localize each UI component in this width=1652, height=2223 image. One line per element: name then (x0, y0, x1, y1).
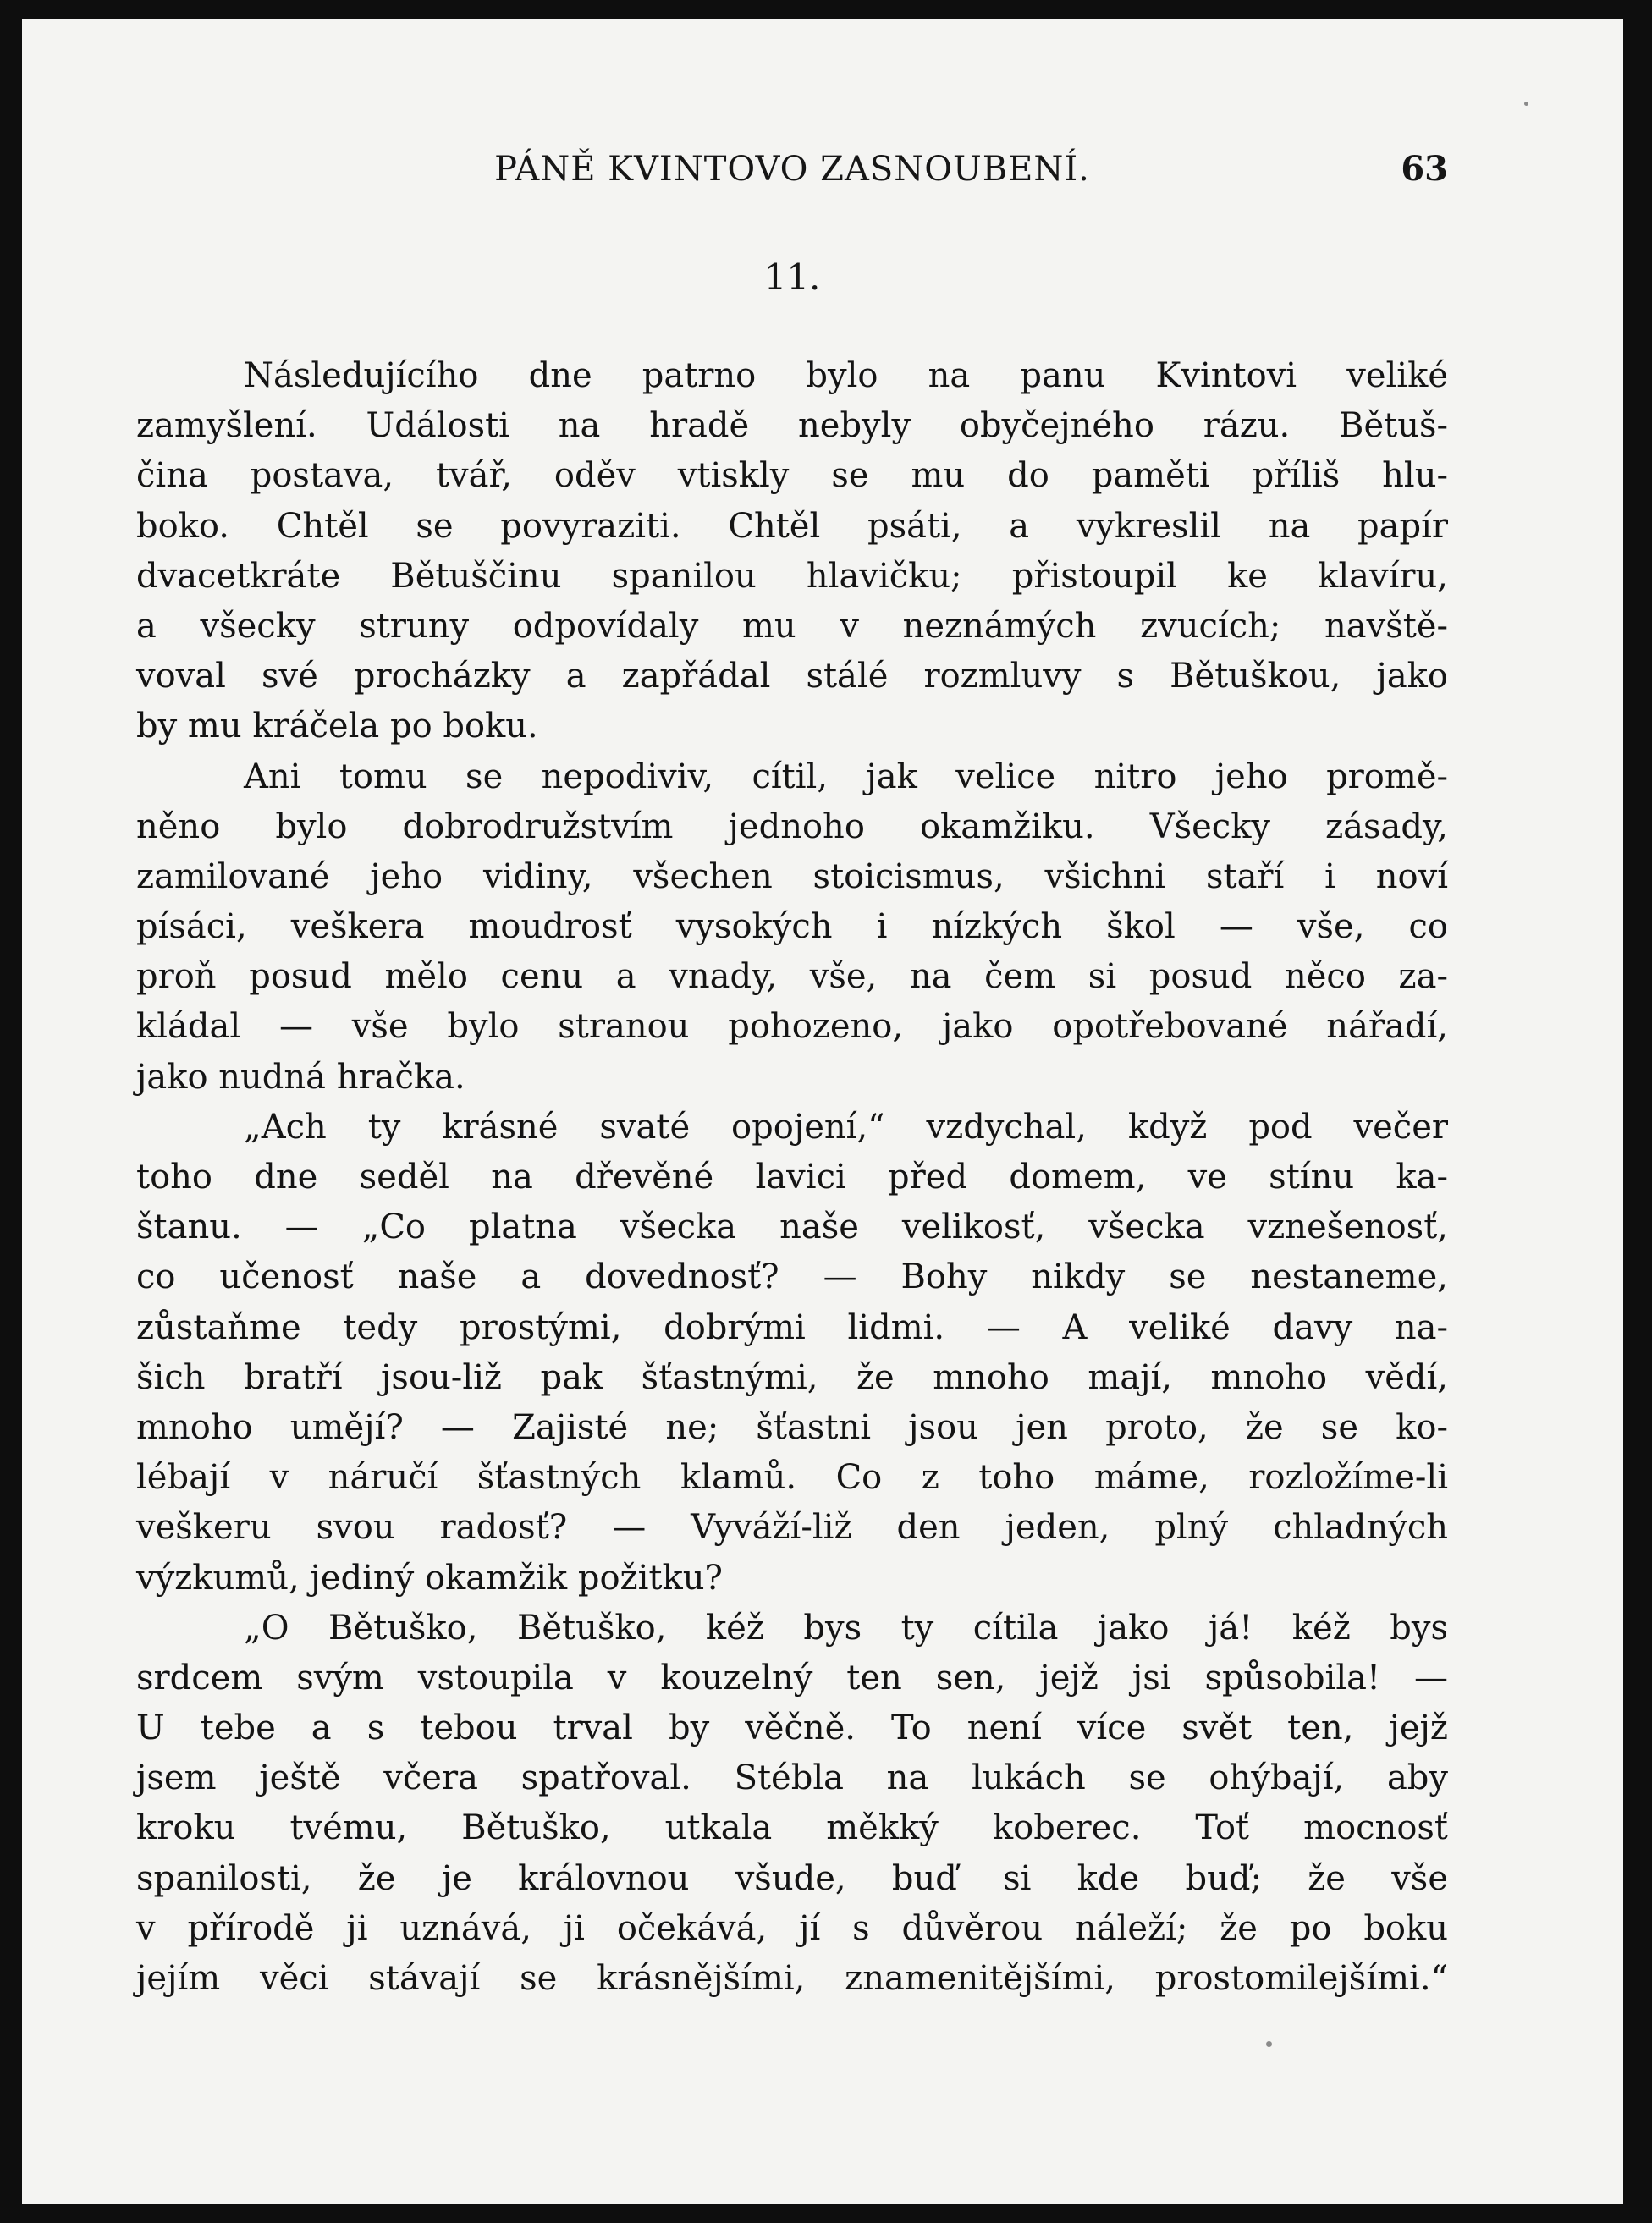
text-line: dvacetkráte Bětuščinu spanilou hlavičku; přistoupil ke klavíru, (136, 556, 1448, 596)
running-title: PÁNĚ KVINTOVO ZASNOUBENÍ. (494, 150, 1090, 189)
print-speck (1524, 102, 1528, 106)
paragraph (136, 1604, 1448, 2005)
text-line: v přírodě ji uznává, ji očekává, jí s důvěrou náleží; že po boku (136, 1908, 1448, 1948)
text-line: něno bylo dobrodružstvím jednoho okamžiku. Všecky zásady, (136, 806, 1448, 846)
text-line: kroku tvému, Bětuško, utkala měkký koberec. Toť mocnosť (136, 1808, 1448, 1848)
text-line: a všecky struny odpovídaly mu v neznámých zvucích; navště- (136, 606, 1448, 646)
text-line: Ani tomu se nepodiviv, cítil, jak velice nitro jeho promě- (244, 757, 1448, 796)
text-line: zamyšlení. Události na hradě nebyly obyčejného rázu. Bětuš- (136, 406, 1448, 446)
text-line: šich bratří jsou-liž pak šťastnými, že mnoho mají, mnoho vědí, (136, 1357, 1448, 1397)
text-line: lébají v náručí šťastných klamů. Co z toho máme, rozložíme-li (136, 1458, 1448, 1498)
body-text (136, 351, 1448, 2004)
paragraph (136, 351, 1448, 752)
text-line: jejím věci stávají se krásnějšími, znamenitějšími, prostomilejšími.“ (136, 1959, 1448, 1998)
text-line: štanu. — „Co platna všecka naše velikosť, všecka vznešenosť, (136, 1208, 1448, 1247)
text-line: jako nudná hračka. (136, 1057, 465, 1097)
text-line: U tebe a s tebou trval by věčně. To není více svět ten, jejž (136, 1709, 1448, 1748)
text-line: „Ach ty krásné svaté opojení,“ vzdychal, když pod večer (244, 1107, 1448, 1147)
text-line: toho dne seděl na dřevěné lavici před domem, ve stínu ka- (136, 1158, 1448, 1197)
text-line: by mu kráčela po boku. (136, 707, 538, 746)
text-line: voval své procházky a zapřádal stálé rozmluvy s Bětuškou, jako (136, 657, 1448, 696)
page-number: 63 (1401, 149, 1448, 189)
book-page (22, 19, 1623, 2204)
text-line: „O Bětuško, Bětuško, kéž bys ty cítila jako já! kéž bys (244, 1608, 1448, 1648)
text-line: zůstaňme tedy prostými, dobrými lidmi. — A veliké davy na- (136, 1307, 1448, 1347)
paragraph (136, 752, 1448, 1103)
text-line: zamilované jeho vidiny, všechen stoicismus, všichni staří i noví (136, 856, 1448, 896)
text-line: boko. Chtěl se povyraziti. Chtěl psáti, a vykreslil na papír (136, 506, 1448, 546)
text-line: spanilosti, že je královnou všude, buď si kde buď; že vše (136, 1858, 1448, 1898)
paragraph (136, 1103, 1448, 1604)
text-line: mnoho umějí? — Zajisté ne; šťastni jsou jen proto, že se ko- (136, 1407, 1448, 1447)
text-line: veškeru svou radosť? — Vyváží-liž den jeden, plný chladných (136, 1508, 1448, 1548)
text-line: co učenosť naše a dovednosť? — Bohy nikdy se nestaneme, (136, 1257, 1448, 1297)
text-line: srdcem svým vstoupila v kouzelný ten sen, jejž jsi spůsobila! — (136, 1658, 1448, 1698)
chapter-number: 11. (763, 256, 821, 298)
text-line: kládal — vše bylo stranou pohozeno, jako opotřebované nářadí, (136, 1007, 1448, 1047)
page-header (136, 140, 1448, 199)
text-line: výzkumů, jediný okamžik požitku? (136, 1558, 723, 1598)
print-speck (1266, 2041, 1272, 2047)
text-line: proň posud mělo cenu a vnady, vše, na čem si posud něco za- (136, 957, 1448, 997)
text-line: Následujícího dne patrno bylo na panu Kvintovi veliké (244, 356, 1448, 395)
text-line: jsem ještě včera spatřoval. Stébla na lukách se ohýbají, aby (136, 1758, 1448, 1798)
text-line: písáci, veškera moudrosť vysokých i nízkých škol — vše, co (136, 907, 1448, 947)
text-line: čina postava, tvář, oděv vtiskly se mu do paměti příliš hlu- (136, 456, 1448, 496)
